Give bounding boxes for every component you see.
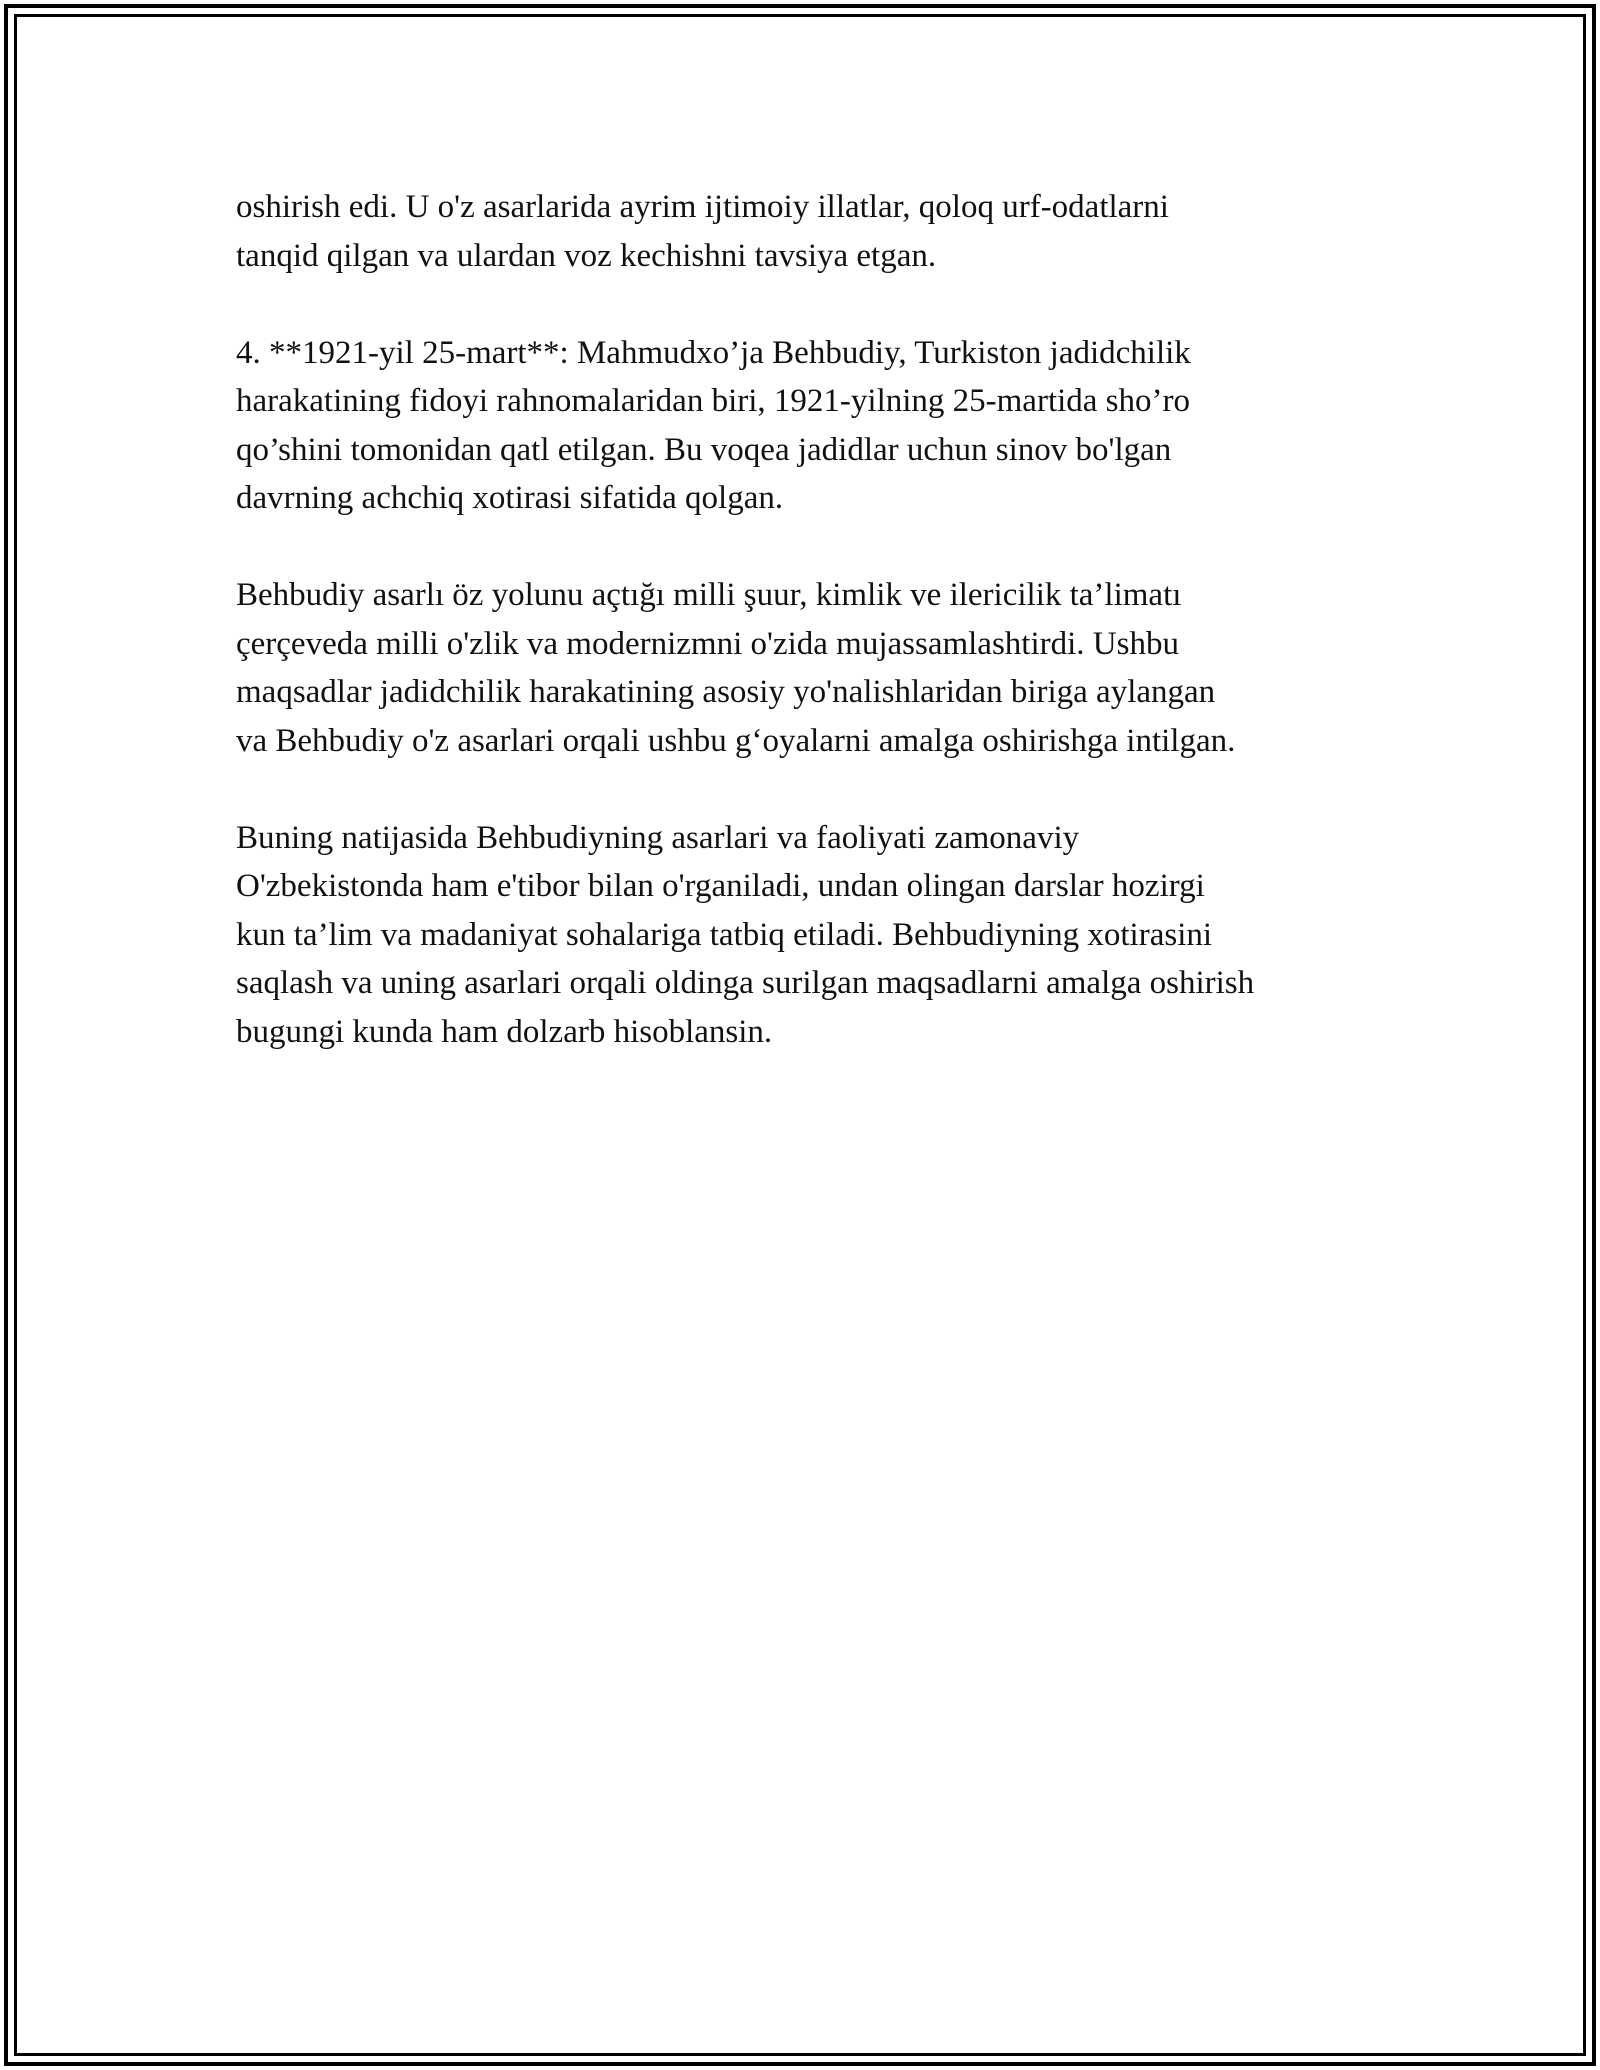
text-line: saqlash va uning asarlari orqali oldinga surilgan maqsadlarni amalga oshirish	[236, 965, 1255, 1001]
text-line: O'zbekistonda ham e'tibor bilan o'rganiladi, undan olingan darslar hozirgi	[236, 868, 1205, 904]
text-line: davrning achchiq xotirasi sifatida qolgan.	[236, 480, 784, 516]
text-line: Behbudiy asarlı öz yolunu açtığı milli şuur, kimlik ve ilericilik ta’limatı	[236, 577, 1182, 613]
text-line: oshirish edi. U o'z asarlarida ayrim ijtimoiy illatlar, qoloq urf-odatlarni	[236, 189, 1169, 225]
text-line: qo’shini tomonidan qatl etilgan. Bu voqea jadidlar uchun sinov bo'lgan	[236, 431, 1172, 468]
document-body	[236, 183, 1416, 1105]
text-line: va Behbudiy o'z asarlari orqali ushbu g‘oyalarni amalga oshirishga intilgan.	[236, 722, 1236, 759]
text-line: tanqid qilgan va ulardan voz kechishni tavsiya etgan.	[236, 237, 937, 274]
text-line: Buning natijasida Behbudiyning asarlari va faoliyati zamonaviy	[236, 819, 1080, 856]
paragraph-1	[236, 183, 1416, 280]
text-line: 4. **1921-yil 25-mart**: Mahmudxo’ja Behbudiy, Turkiston jadidchilik	[236, 334, 1191, 371]
text-line: bugungi kunda ham dolzarb hisoblansin.	[236, 1013, 773, 1050]
text-line: harakatining fidoyi rahnomalaridan biri, 1921-yilning 25-martida sho’ro	[236, 383, 1191, 419]
text-line: kun ta’lim va madaniyat sohalariga tatbiq etiladi. Behbudiyning xotirasini	[236, 916, 1213, 953]
text-line: maqsadlar jadidchilik harakatining asosiy yo'nalishlaridan biriga aylangan	[236, 674, 1216, 710]
paragraph-3	[236, 571, 1416, 765]
paragraph-4	[236, 814, 1416, 1057]
paragraph-2	[236, 329, 1416, 523]
text-line: çerçeveda milli o'zlik va modernizmni o'zida mujassamlashtirdi. Ushbu	[236, 625, 1179, 662]
